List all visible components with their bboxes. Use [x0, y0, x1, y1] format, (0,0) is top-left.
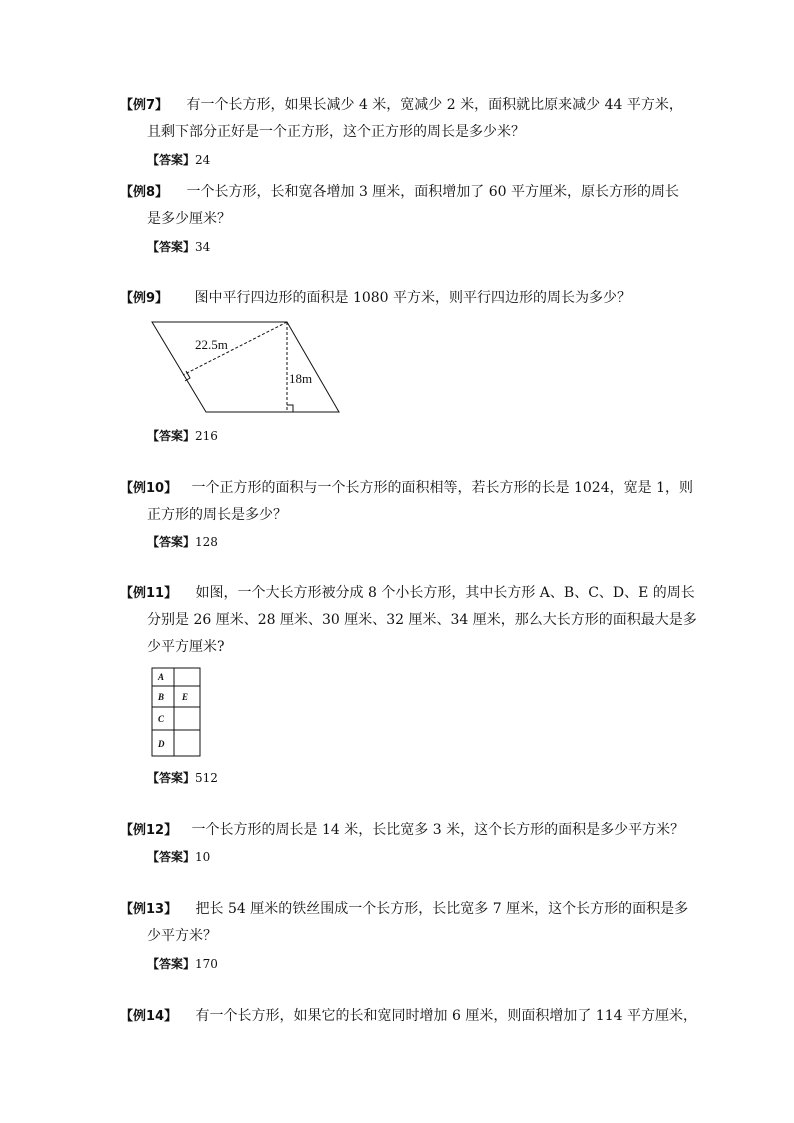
problem-12-tag: 【例12】 — [120, 823, 178, 838]
grid-label-d: D — [158, 739, 165, 749]
problem-8-text-2: 是多少厘米？ — [147, 211, 231, 227]
answer-value: 216 — [195, 429, 218, 443]
problem-10-tag: 【例10】 — [120, 481, 178, 496]
grid-label-b: B — [158, 692, 165, 702]
height-label: 18m — [289, 371, 313, 386]
problem-13-tag: 【例13】 — [120, 902, 178, 917]
problem-12-line-1 — [120, 821, 684, 840]
answer-label: 【答案】 — [147, 240, 196, 254]
grid-figure — [150, 666, 210, 758]
grid-label-c: C — [158, 714, 165, 724]
answer-label: 【答案】 — [147, 850, 196, 864]
answer-value: 170 — [195, 957, 218, 971]
problem-11-answer — [147, 769, 218, 787]
slant-label: 22.5m — [195, 337, 228, 352]
answer-label: 【答案】 — [147, 535, 196, 549]
problem-11-text-3: 少平方厘米? — [147, 639, 225, 655]
problem-10-text-2: 正方形的周长是多少？ — [147, 507, 287, 523]
problem-11-text-1: 如图，一个大长方形被分成 8 个小长方形，其中长方形 A、B、C、D、E 的周长 — [195, 585, 695, 601]
problem-7-text-1: 有一个长方形，如果长减少 4 米，宽减少 2 米，面积就比原来减少 44 平方米， — [186, 97, 683, 113]
problem-14-text-1: 有一个长方形，如果它的长和宽同时增加 6 厘米，则面积增加了 114 平方厘米， — [195, 1008, 697, 1024]
problem-11-line-1 — [120, 584, 695, 603]
problem-13-line-1 — [120, 900, 688, 919]
problem-13-answer — [147, 955, 218, 973]
problem-11-text-2: 分别是 26 厘米、28 厘米、30 厘米、32 厘米、34 厘米，那么大长方形的面积最大是多 — [147, 612, 697, 628]
problem-8-line-1 — [120, 183, 679, 202]
problem-10-text-1: 一个正方形的面积与一个长方形的面积相等，若长方形的长是 1024，宽是 1，则 — [191, 480, 693, 496]
problem-14-line-1 — [120, 1007, 697, 1026]
problem-9-line-1 — [120, 289, 631, 308]
problem-13-text-2: 少平方米？ — [147, 928, 217, 944]
problem-10-line-1 — [120, 479, 693, 498]
answer-value: 10 — [195, 850, 211, 864]
answer-value: 512 — [195, 771, 218, 785]
problem-7-line-1 — [120, 96, 683, 115]
answer-label: 【答案】 — [147, 153, 196, 167]
answer-value: 34 — [195, 240, 211, 254]
answer-value: 128 — [195, 535, 218, 549]
problem-8-answer — [147, 238, 210, 256]
problem-7-tag: 【例7】 — [120, 98, 169, 113]
answer-value: 24 — [195, 153, 211, 167]
right-angle-mark-2 — [287, 405, 293, 412]
problem-10-answer — [147, 533, 218, 551]
parallelogram-figure — [145, 318, 365, 418]
parallelogram-outline — [152, 322, 339, 412]
problem-11-tag: 【例11】 — [120, 586, 178, 601]
answer-label: 【答案】 — [147, 771, 196, 785]
problem-9-answer — [147, 427, 218, 445]
problem-13-text-1: 把长 54 厘米的铁丝围成一个长方形，长比宽多 7 厘米，这个长方形的面积是多 — [195, 901, 689, 917]
problem-7-text-2: 且剩下部分正好是一个正方形，这个正方形的周长是多少米？ — [147, 124, 525, 140]
answer-label: 【答案】 — [147, 429, 196, 443]
grid-label-a: A — [158, 672, 165, 682]
problem-9-tag: 【例9】 — [120, 291, 169, 306]
problem-12-answer — [147, 848, 210, 866]
problem-14-tag: 【例14】 — [120, 1009, 178, 1024]
problem-12-text-1: 一个长方形的周长是 14 米，长比宽多 3 米，这个长方形的面积是多少平方米？ — [191, 822, 685, 838]
problem-8-tag: 【例8】 — [120, 185, 169, 200]
answer-label: 【答案】 — [147, 957, 196, 971]
problem-9-text-1: 图中平行四边形的面积是 1080 平方米，则平行四边形的周长为多少？ — [194, 290, 632, 306]
grid-label-e: E — [182, 692, 189, 702]
problem-7-answer — [147, 151, 210, 169]
problem-8-text-1: 一个长方形，长和宽各增加 3 厘米，面积增加了 60 平方厘米，原长方形的周长 — [186, 184, 680, 200]
